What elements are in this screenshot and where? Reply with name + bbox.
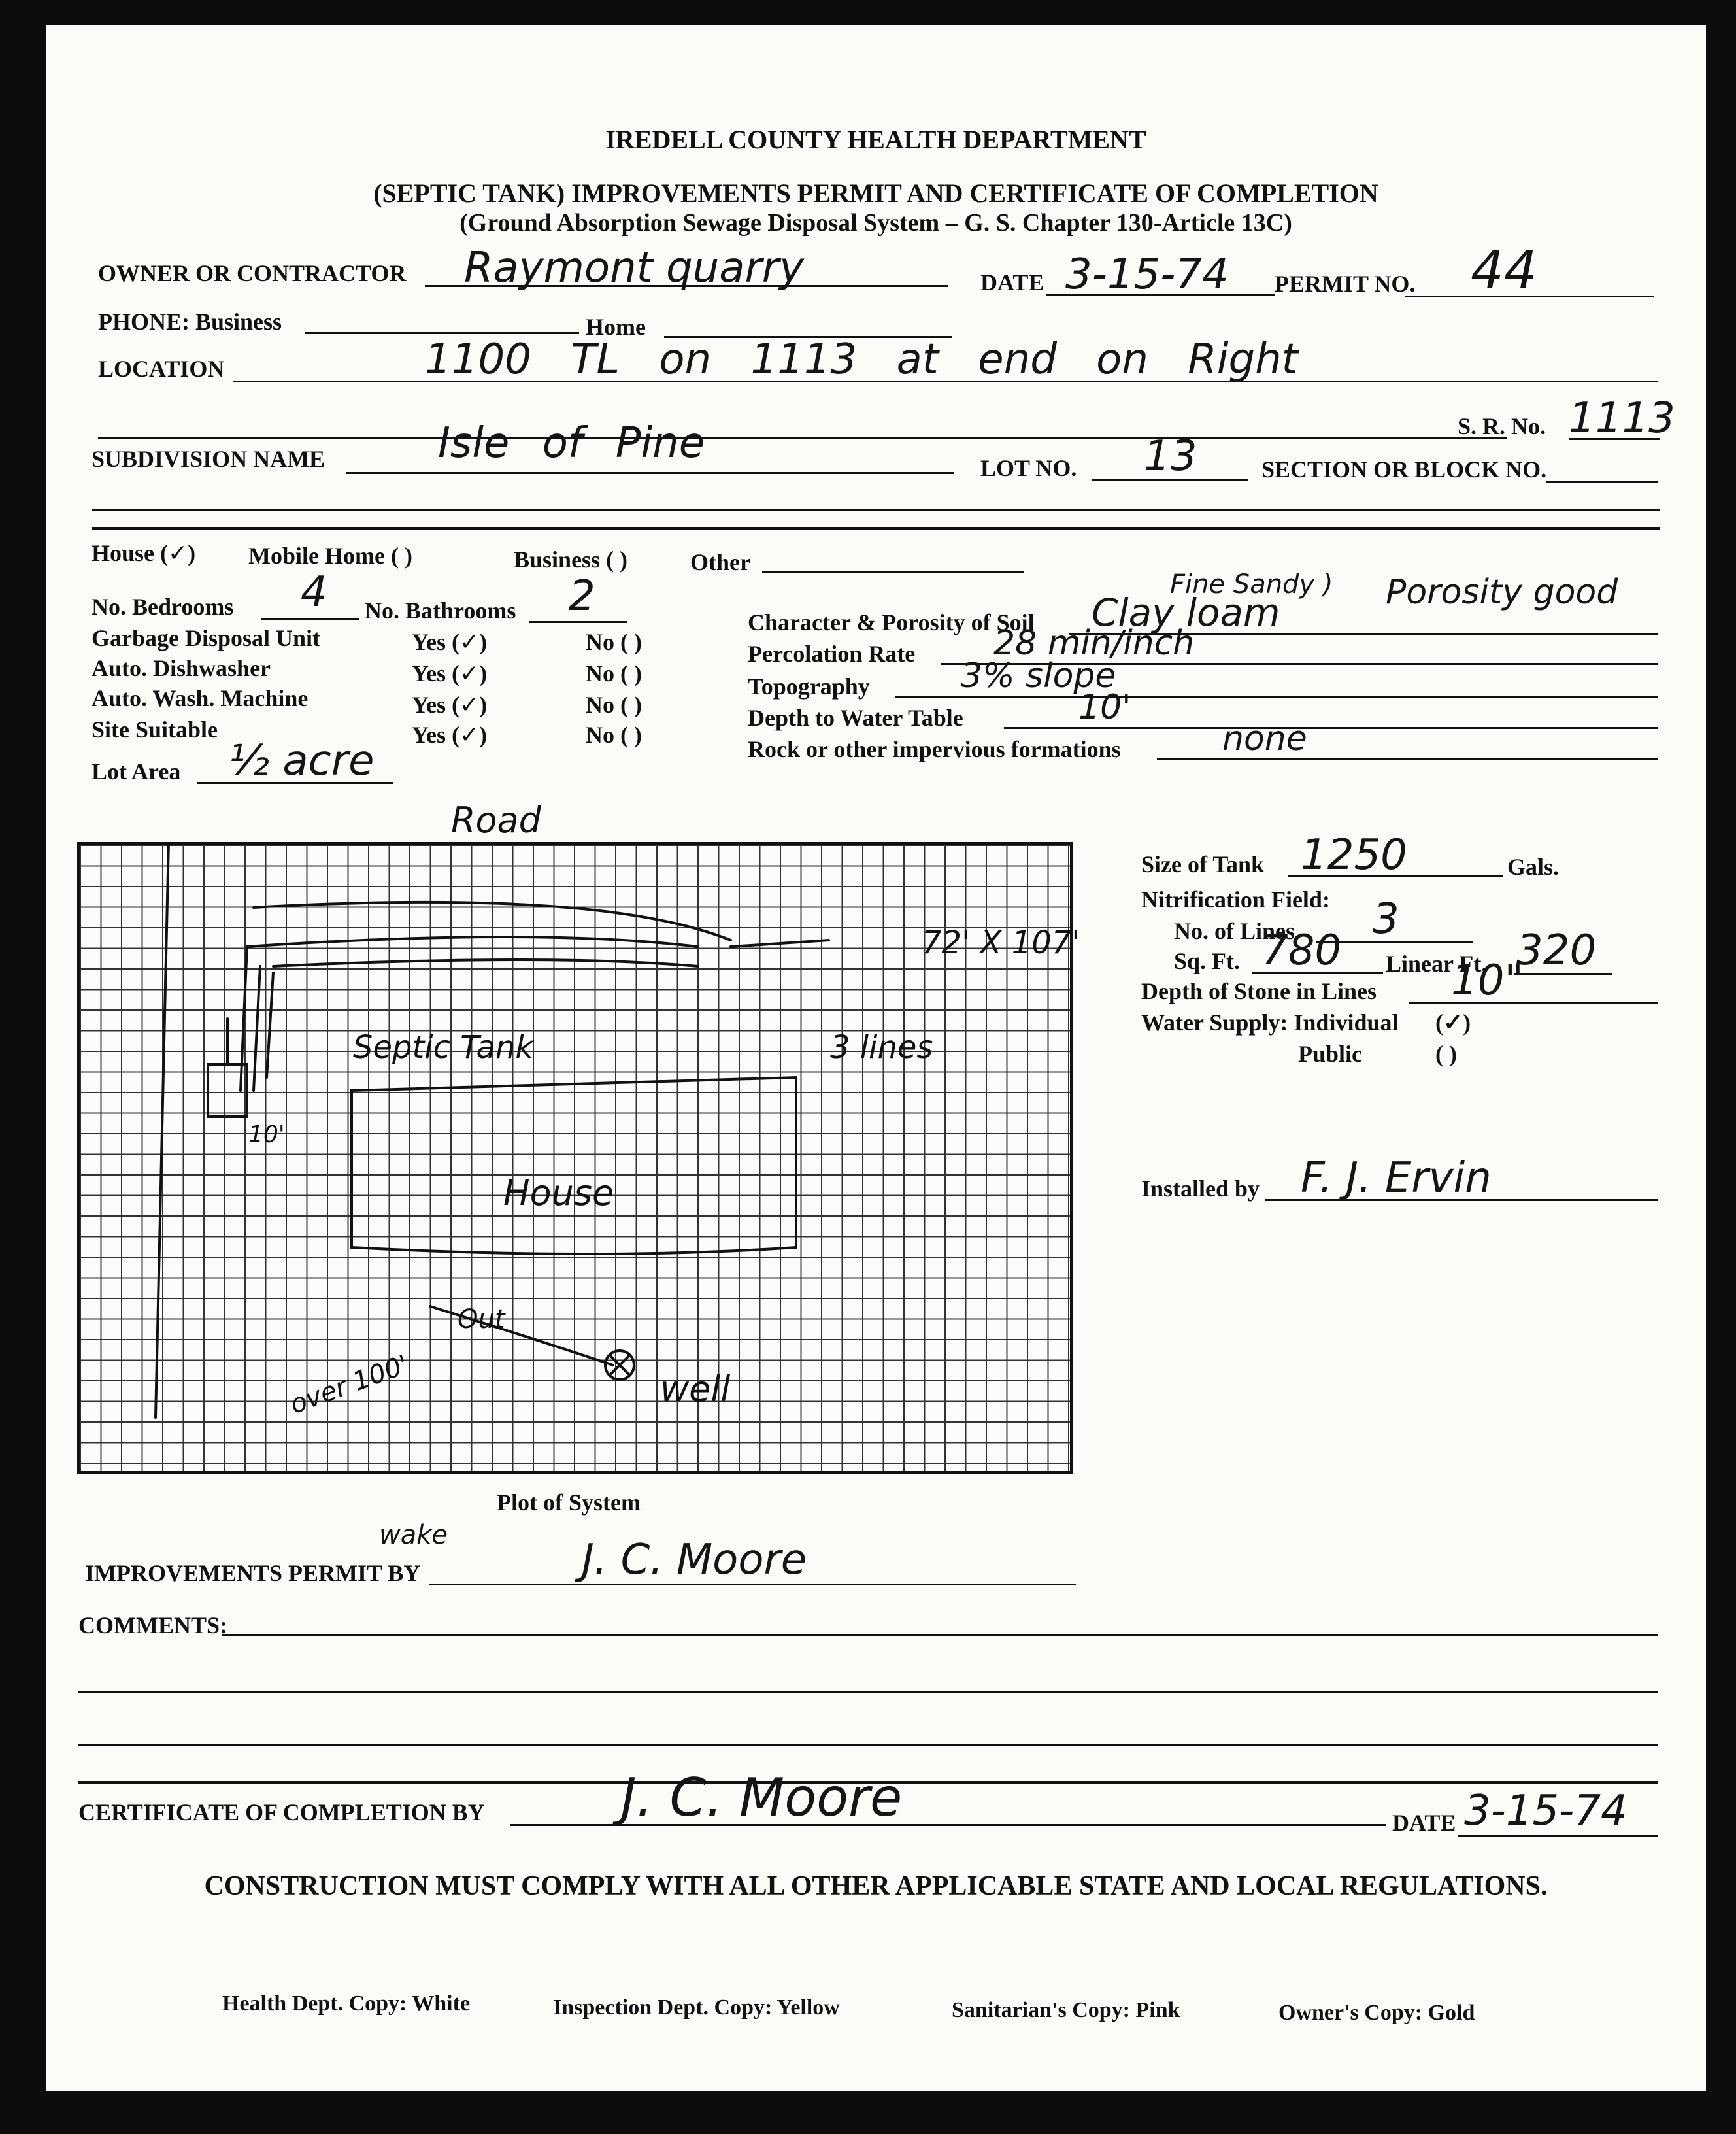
water-supply-label: Water Supply: Individual (1141, 1009, 1399, 1036)
lines-label: 3 lines (830, 1029, 933, 1066)
comments-line-2 (78, 1691, 1658, 1693)
bedrooms-value: 4 (301, 568, 327, 617)
phone-label: PHONE: Business (98, 309, 282, 335)
comments-line-1 (222, 1634, 1658, 1636)
date-value: 3-15-74 (1065, 250, 1229, 299)
bedrooms-line (261, 618, 359, 620)
character-label: Character & Porosity of Soil (748, 609, 1035, 635)
subdivision-line (346, 472, 954, 474)
road-line-2 (247, 937, 698, 947)
form-title: (SEPTIC TANK) IMPROVEMENTS PERMIT AND CERTIFICATE OF COMPLETION (373, 178, 1378, 208)
divider (92, 509, 1660, 511)
permit-form (46, 25, 1706, 2091)
bathrooms-value: 2 (569, 572, 595, 620)
section-label: SECTION OR BLOCK NO. (1261, 456, 1547, 483)
public-check: ( ) (1435, 1041, 1457, 1067)
perc-value: 28 min/inch (993, 624, 1195, 663)
road-label: Road (451, 800, 541, 841)
road-line-3 (273, 960, 698, 966)
owner-label: OWNER OR CONTRACTOR (98, 260, 407, 286)
location-label: LOCATION (98, 356, 225, 382)
cert-value: J. C. Moore (621, 1767, 903, 1828)
divider-thick (92, 527, 1660, 530)
sr-label: S. R. No. (1458, 413, 1546, 439)
character-note: Fine Sandy ) (1170, 569, 1333, 600)
cert-date-value: 3-15-74 (1464, 1787, 1628, 1835)
perc-label: Percolation Rate (748, 641, 916, 667)
dishwasher-no: No ( ) (586, 660, 642, 686)
mobile-option: Mobile Home ( ) (248, 543, 412, 569)
house-check: ✓ (168, 540, 188, 567)
topo-line (895, 696, 1658, 698)
sr-value: 1113 (1569, 394, 1675, 443)
porosity-value: Porosity good (1386, 573, 1618, 612)
comments-label: COMMENTS: (78, 1612, 227, 1638)
road-line-1 (254, 902, 731, 940)
section-line (1546, 481, 1658, 483)
stone-label: Depth of Stone in Lines (1141, 978, 1377, 1004)
out-label: Out (458, 1304, 505, 1334)
rock-line (1157, 758, 1658, 760)
tank-size-value: 1250 (1301, 831, 1407, 879)
permit-label: PERMIT NO. (1275, 271, 1416, 297)
dishwasher-label: Auto. Dishwasher (92, 655, 271, 681)
site-yes: Yes (✓) (412, 722, 488, 749)
permit-value: 44 (1471, 240, 1537, 301)
well-label: well (660, 1368, 731, 1410)
cert-date-label: DATE (1392, 1810, 1456, 1836)
plot-caption: Plot of System (497, 1489, 641, 1516)
stone-line (1409, 1002, 1658, 1004)
line-left-3 (267, 973, 273, 1077)
dishwasher-yes: Yes (✓) (412, 660, 488, 687)
over-label: over 100' (286, 1349, 413, 1420)
location-value: 1100 TL on 1113 at end on Right (425, 335, 1298, 384)
installed-label: Installed by (1141, 1176, 1260, 1202)
house-label: House (503, 1172, 614, 1213)
lot-area-label: Lot Area (92, 758, 181, 785)
installed-value: F. J. Ervin (1301, 1154, 1492, 1202)
location-line-2 (98, 437, 1507, 439)
stone-value: 10" (1451, 957, 1524, 1005)
nitrification-label: Nitrification Field: (1141, 887, 1330, 913)
copy-inspection: Inspection Dept. Copy: Yellow (553, 1995, 840, 2020)
sqft-label: Sq. Ft. (1174, 948, 1241, 974)
permit-by-label: IMPROVEMENTS PERMIT BY (85, 1560, 421, 1586)
lot-value: 13 (1144, 432, 1197, 481)
home-label: Home (586, 314, 646, 340)
washer-label: Auto. Wash. Machine (92, 685, 309, 711)
topo-value: 3% slope (961, 656, 1116, 696)
comments-line-3 (78, 1744, 1658, 1746)
compliance-notice: CONSTRUCTION MUST COMPLY WITH ALL OTHER APPLICABLE STATE AND LOCAL REGULATIONS. (204, 1871, 1548, 1901)
individual-check: (✓) (1435, 1009, 1471, 1036)
character-value: Clay loam (1092, 590, 1280, 635)
garbage-yes: Yes (✓) (412, 629, 488, 656)
linear-label: Linear Ft. (1386, 951, 1488, 977)
topo-label: Topography (748, 673, 870, 700)
boundary-left (156, 842, 169, 1417)
dims-arrow (731, 940, 829, 947)
bathrooms-line (529, 621, 627, 623)
tank-size-label: Size of Tank (1141, 851, 1265, 877)
business-option: Business ( ) (514, 547, 628, 573)
department-title: IREDELL COUNTY HEALTH DEPARTMENT (605, 125, 1146, 154)
sqft-value: 780 (1261, 926, 1342, 975)
owner-value: Raymont quarry (464, 244, 804, 292)
rock-label: Rock or other impervious formations (748, 736, 1121, 762)
septic-label: Septic Tank (353, 1029, 534, 1066)
lines-count-value: 3 (1373, 895, 1399, 943)
ten-label: 10' (248, 1121, 285, 1148)
garbage-label: Garbage Disposal Unit (92, 625, 321, 651)
rock-value: none (1222, 719, 1307, 758)
form-subtitle: (Ground Absorption Sewage Disposal System – G. S. Chapter 130-Article 13C) (459, 209, 1292, 237)
site-label: Site Suitable (92, 717, 218, 743)
linear-value: 320 (1516, 926, 1597, 975)
water-line (1004, 727, 1658, 729)
line-left-2 (254, 966, 260, 1091)
washer-yes: Yes (✓) (412, 692, 488, 719)
subdivision-label: SUBDIVISION NAME (92, 446, 326, 472)
lines-count-label: No. of Lines (1174, 918, 1295, 944)
dims-label: 72' X 107' (922, 924, 1080, 961)
lot-area-value: ½ acre (229, 737, 375, 785)
bathrooms-label: No. Bathrooms (365, 598, 516, 624)
water-label: Depth to Water Table (748, 705, 963, 731)
site-no: No ( ) (586, 722, 642, 748)
other-label: Other (690, 549, 750, 575)
water-value: 10' (1078, 688, 1131, 727)
wake-label: wake (379, 1520, 448, 1550)
lot-label: LOT NO. (980, 455, 1077, 481)
house-option: House (✓) (92, 540, 196, 567)
gals-label: Gals. (1507, 854, 1560, 880)
date-label: DATE (980, 269, 1044, 296)
phone-line (305, 332, 579, 334)
public-label: Public (1298, 1041, 1363, 1067)
permit-by-value: J. C. Moore (582, 1536, 807, 1584)
copy-health: Health Dept. Copy: White (222, 1991, 471, 2016)
washer-no: No ( ) (586, 692, 642, 718)
garbage-no: No ( ) (586, 629, 642, 655)
subdivision-value: Isle of Pine (438, 419, 705, 467)
copy-sanitarian: Sanitarian's Copy: Pink (952, 1998, 1180, 2022)
bedrooms-label: No. Bedrooms (92, 594, 234, 620)
other-line (762, 571, 1024, 573)
cert-label: CERTIFICATE OF COMPLETION BY (78, 1799, 485, 1825)
copy-owner: Owner's Copy: Gold (1278, 2001, 1475, 2025)
house-outline (352, 1077, 796, 1254)
